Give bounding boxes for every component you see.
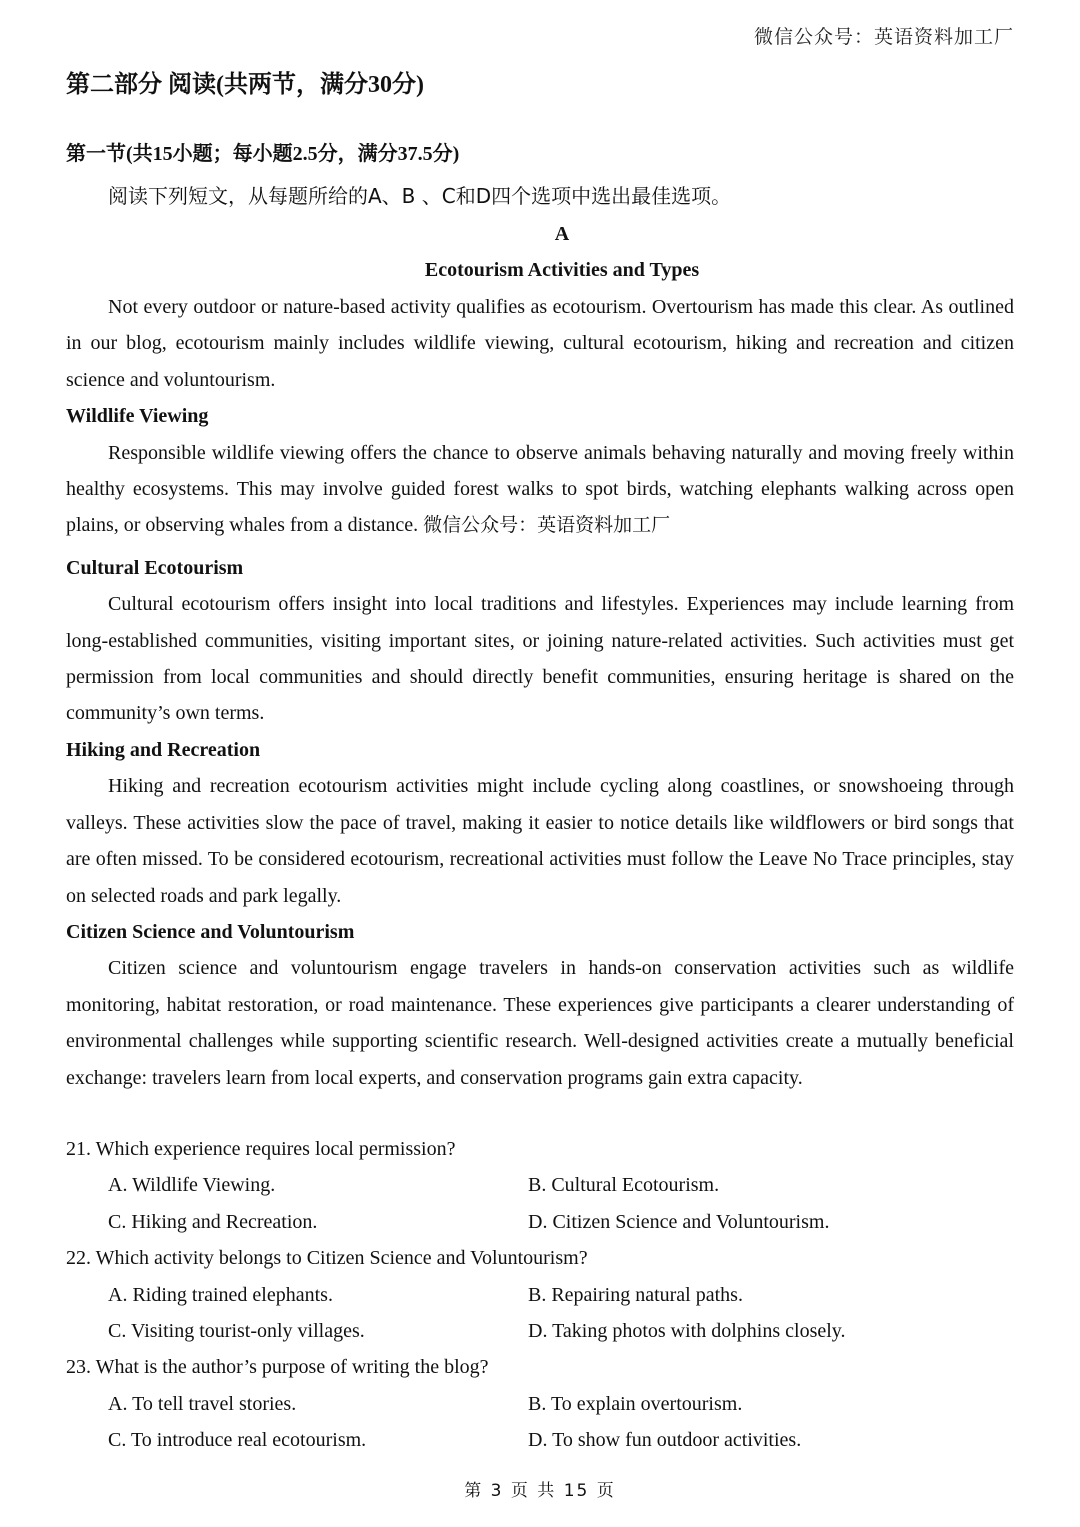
- option-a: A. Wildlife Viewing.: [108, 1174, 276, 1197]
- question-22: [66, 1240, 1014, 1349]
- section-text-cultural: Cultural ecotourism offers insight into local traditions and lifestyles. Experiences may include learning from long-established communities, visiting important sites, or joining nature-related activities. Such activities must get permission from local communities and should directly benefit communities, ensuring heritage is shared on the community’s own terms.: [66, 593, 1014, 725]
- inline-watermark: 微信公众号：英语资料加工厂: [423, 514, 671, 537]
- question-23: [66, 1349, 1014, 1458]
- questions-list: [66, 1131, 1014, 1459]
- page-number: 第 3 页 共 15 页: [464, 1481, 616, 1501]
- option-row: [66, 1313, 1014, 1349]
- question-stem: 23. What is the author’s purpose of writing the blog?: [66, 1356, 489, 1379]
- part-title: 第二部分 阅读(共两节，满分30分): [66, 72, 424, 98]
- option-c: C. Hiking and Recreation.: [108, 1210, 318, 1233]
- question-21: [66, 1131, 1014, 1240]
- option-c: C. To introduce real ecotourism.: [108, 1429, 367, 1452]
- question-stem: 22. Which activity belongs to Citizen Science and Voluntourism?: [66, 1247, 588, 1270]
- section-heading-cultural: Cultural Ecotourism: [66, 556, 244, 579]
- section-text-hiking: Hiking and recreation ecotourism activities might include cycling along coastlines, or snowshoeing through valleys. These activities slow the pace of travel, making it easier to notice details like wildflowers or bird songs that are often missed. To be considered ecotourism, recreational activities must follow the Leave No Trace principles, stay on selected roads and park legally.: [66, 775, 1014, 907]
- option-d: D. Taking photos with dolphins closely.: [528, 1320, 846, 1343]
- option-row: [66, 1204, 1014, 1240]
- passage-body: [66, 289, 1014, 1096]
- instruction-text: 阅读下列短文，从每题所给的A、B 、C和D四个选项中选出最佳选项。: [108, 184, 732, 208]
- option-row: [66, 1167, 1014, 1203]
- option-d: D. To show fun outdoor activities.: [528, 1429, 802, 1452]
- option-b: B. Repairing natural paths.: [528, 1283, 743, 1306]
- option-b: B. Cultural Ecotourism.: [528, 1174, 720, 1197]
- option-a: A. To tell travel stories.: [108, 1392, 297, 1415]
- section-heading-wildlife: Wildlife Viewing: [66, 405, 209, 428]
- option-row: [66, 1422, 1014, 1458]
- option-b: B. To explain overtourism.: [528, 1392, 743, 1415]
- passage-title: Ecotourism Activities and Types: [424, 259, 700, 281]
- section-heading-hiking: Hiking and Recreation: [66, 738, 261, 761]
- section-title: 第一节(共15小题；每小题2.5分，满分37.5分): [66, 143, 460, 165]
- section-text-citizen: Citizen science and voluntourism engage travelers in hands-on conservation activities such as wildlife monitoring, habitat restoration, or road maintenance. These experiences give participants a clearer understanding of environmental challenges while supporting scientific research. Well-designed activities create a mutually beneficial exchange: travelers learn from local experts, and conservation programs gain extra capacity.: [66, 957, 1014, 1089]
- passage-letter: A: [554, 223, 570, 245]
- option-row: [66, 1386, 1014, 1422]
- question-stem: 21. Which experience requires local permission?: [66, 1138, 456, 1160]
- section-text-wildlife: [66, 435, 1014, 544]
- option-row: [66, 1277, 1014, 1313]
- option-c: C. Visiting tourist-only villages.: [108, 1320, 365, 1343]
- section-heading-citizen: Citizen Science and Voluntourism: [66, 920, 355, 943]
- option-d: D. Citizen Science and Voluntourism.: [528, 1210, 830, 1233]
- header-watermark: 微信公众号：英语资料加工厂: [753, 26, 1014, 48]
- passage-intro: Not every outdoor or nature-based activity qualifies as ecotourism. Overtourism has made this clear. As outlined in our blog, ecotourism mainly includes wildlife viewing, cultural ecotourism, hiking and recreation and citizen science and voluntourism.: [66, 296, 1014, 391]
- option-a: A. Riding trained elephants.: [108, 1283, 333, 1306]
- wildlife-paragraph: Responsible wildlife viewing offers the chance to observe animals behaving naturally and moving freely within healthy ecosystems. This may involve guided forest walks to spot birds, watching elephants walking across open plains, or observing whales from a distance.: [66, 441, 1014, 537]
